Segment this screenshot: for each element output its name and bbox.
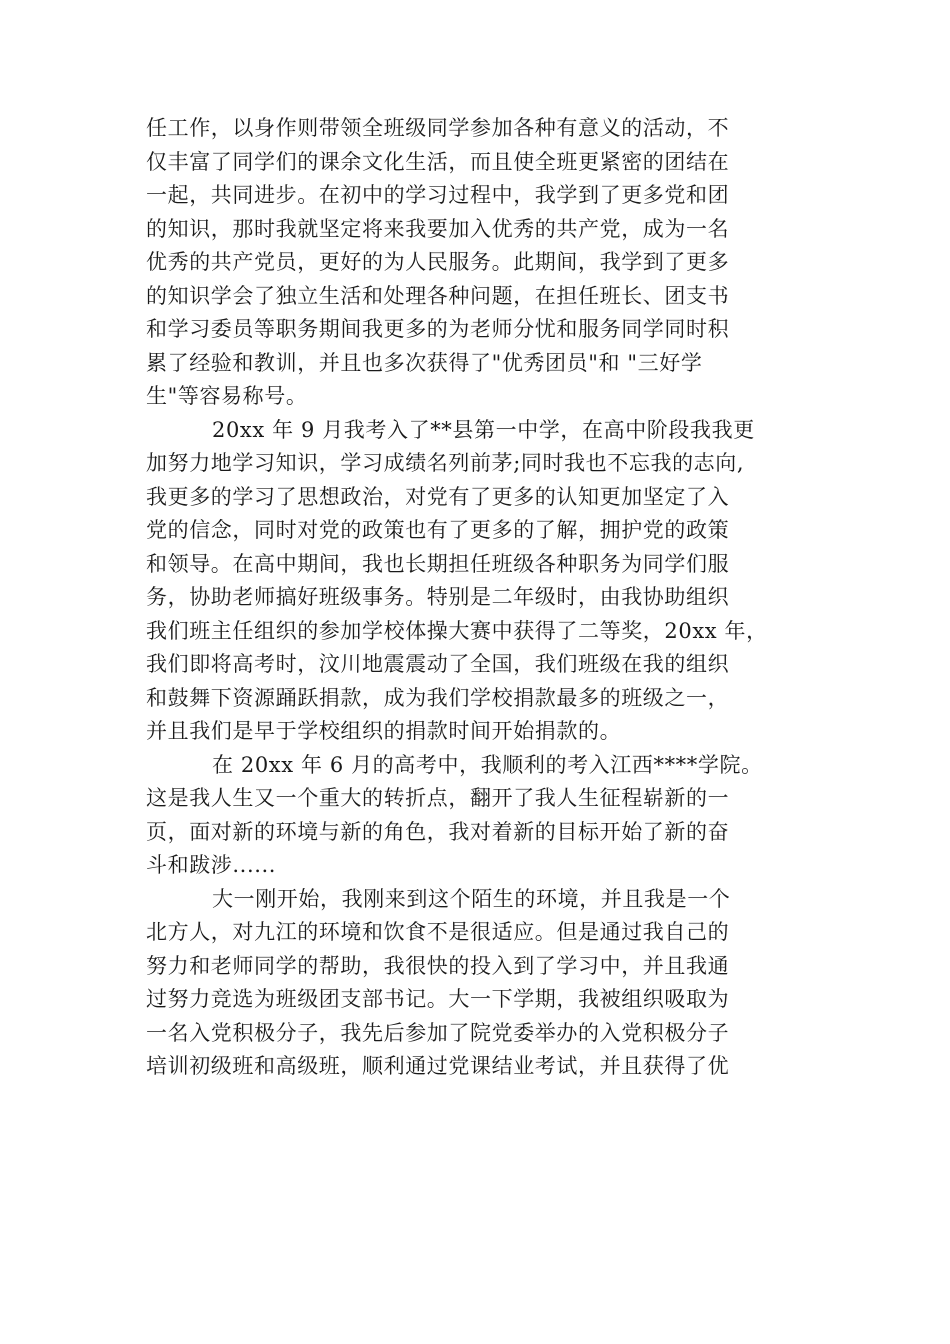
paragraph-4 (146, 883, 826, 1084)
text-line: 努力和老师同学的帮助，我很快的投入到了学习中，并且我通 (146, 953, 730, 978)
paragraph-1 (146, 112, 826, 414)
text-line: 并且我们是早于学校组织的捐款时间开始捐款的。 (146, 719, 622, 743)
text-line: 北方人，对九江的环境和饮食不是很适应。但是通过我自己的 (146, 920, 730, 944)
paragraph-2 (146, 414, 826, 749)
text-line: 培训初级班和高级班，顺利通过党课结业考试，并且获得了优 (146, 1054, 730, 1078)
text-line: 斗和跋涉...... (146, 853, 277, 877)
paragraph-3 (146, 749, 826, 883)
text-line: 务，协助老师搞好班级事务。特别是二年级时，由我协助组织 (146, 585, 730, 609)
text-line-indented: 大一刚开始，我刚来到这个陌生的环境，并且我是一个 (212, 886, 731, 911)
text-line: 和学习委员等职务期间我更多的为老师分忧和服务同学同时积 (146, 317, 730, 341)
text-line: 一名入党积极分子，我先后参加了院党委举办的入党积极分子 (146, 1020, 730, 1045)
text-line: 我更多的学习了思想政治，对党有了更多的认知更加坚定了入 (146, 484, 730, 509)
text-line: 一起，共同进步。在初中的学习过程中，我学到了更多党和团 (146, 183, 730, 207)
text-line: 的知识学会了独立生活和处理各种问题，在担任班长、团支书 (146, 283, 730, 308)
text-line: 累了经验和教训，并且也多次获得了"优秀团员"和 "三好学 (146, 350, 703, 375)
text-line: 任工作，以身作则带领全班级同学参加各种有意义的活动，不 (146, 116, 730, 140)
text-line: 和领导。在高中期间，我也长期担任班级各种职务为同学们服 (146, 551, 730, 576)
text-line: 加努力地学习知识，学习成绩名列前茅;同时我也不忘我的志向, (146, 451, 745, 475)
text-line: 优秀的共产党员，更好的为人民服务。此期间，我学到了更多 (146, 250, 730, 274)
text-line: 这是我人生又一个重大的转折点，翻开了我人生征程崭新的一 (146, 786, 730, 810)
text-line: 我们班主任组织的参加学校体操大赛中获得了二等奖，20xx 年， (146, 618, 768, 643)
text-line-indented: 在 20xx 年 6 月的高考中，我顺利的考入江西****学院。 (212, 752, 763, 777)
text-line: 我们即将高考时，汶川地震震动了全国，我们班级在我的组织 (146, 652, 730, 676)
document-body (146, 112, 826, 1084)
text-line: 仅丰富了同学们的课余文化生活，而且使全班更紧密的团结在 (146, 149, 730, 174)
text-line: 的知识，那时我就坚定将来我要加入优秀的共产党，成为一名 (146, 216, 730, 241)
text-line: 党的信念，同时对党的政策也有了更多的了解，拥护党的政策 (146, 518, 730, 542)
text-line-indented: 20xx 年 9 月我考入了**县第一中学，在高中阶段我我更 (212, 417, 755, 442)
text-line: 页，面对新的环境与新的角色，我对着新的目标开始了新的奋 (146, 819, 730, 844)
text-line: 生"等容易称号。 (146, 384, 308, 408)
text-line: 过努力竞选为班级团支部书记。大一下学期，我被组织吸取为 (146, 987, 730, 1011)
text-line: 和鼓舞下资源踊跃捐款，成为我们学校捐款最多的班级之一， (146, 685, 730, 710)
